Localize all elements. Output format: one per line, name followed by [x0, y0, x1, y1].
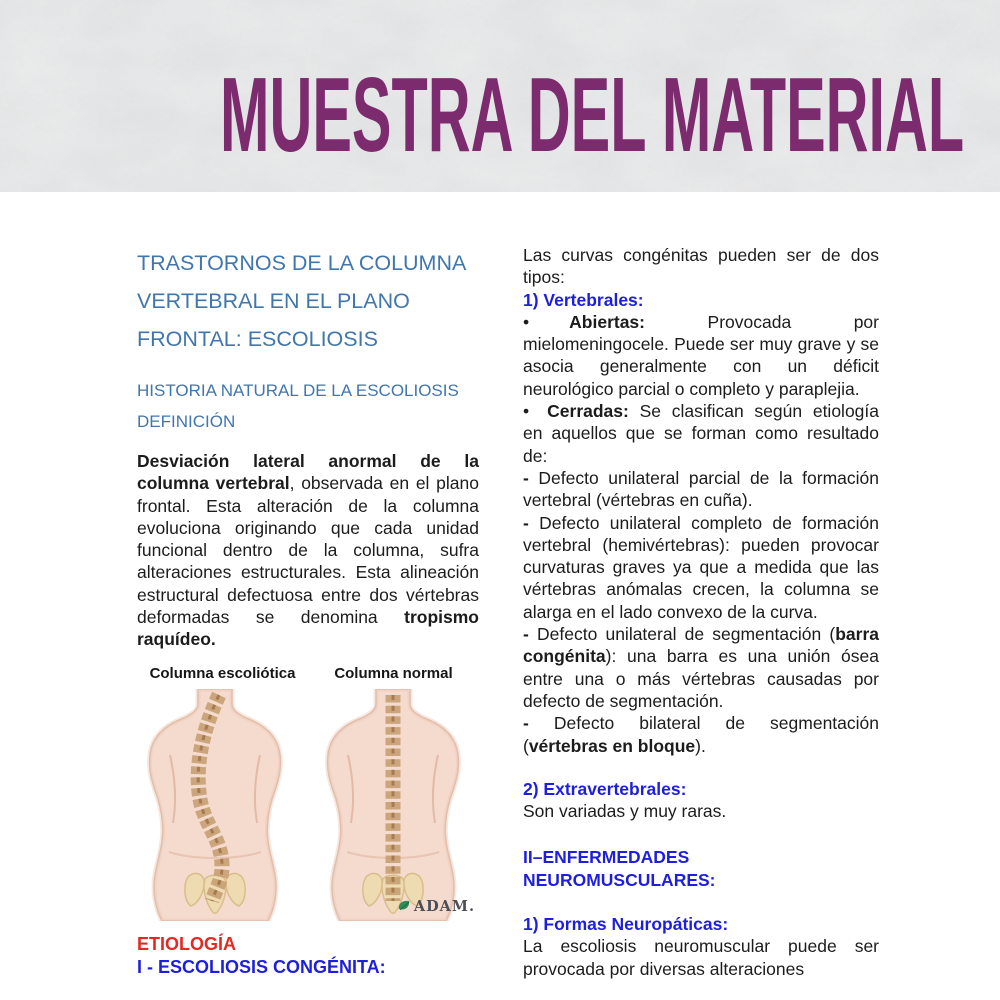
left-column: [137, 240, 479, 978]
barra-congenita-term: barra congénita: [523, 624, 879, 667]
definition-body: , observada en el plano frontal. Esta alteración de la columna evoluciona originando que cada unidad funcional dentro de la columna, sufra alteraciones estructurales. Esta alineación estructural defectuosa entre dos vértebras deformadas se denomina: [137, 473, 479, 628]
cerradas-paragraph: [523, 400, 879, 467]
figure-captions: [137, 663, 479, 685]
defecto-bloque-paragraph: [523, 712, 879, 757]
normal-torso-illustration: [317, 689, 469, 921]
defecto-cuna-text: Defecto unilateral parcial de la formación vertebral (vértebras en cuña).: [523, 467, 879, 511]
bullet-icon: •: [523, 401, 530, 422]
bullet-spacer: [529, 327, 569, 328]
intro-paragraph: Las curvas congénitas pueden ser de dos tipos:: [523, 245, 879, 288]
scoliosis-comparison-figure: [137, 663, 479, 921]
defecto-barra-post: ): una barra es una unión ósea entre una o más vértebras causadas por defecto de segmentación.: [523, 646, 879, 711]
cerradas-term: Cerradas:: [547, 401, 629, 422]
dash-marker: -: [523, 512, 529, 533]
right-column: [523, 240, 879, 980]
dash-marker: -: [523, 713, 529, 734]
defecto-hemivertebras-text: Defecto unilateral completo de formación vertebral (hemivértebras): pueden provocar curvaturas graves ya que a medida que las vértebras anómalas crecen, la columna se alarga en el lado convexo de la curva.: [523, 512, 879, 622]
section-heading: TRASTORNOS DE LA COLUMNA VERTEBRAL EN EL PLANO FRONTAL: ESCOLIOSIS: [137, 251, 466, 351]
vertebras-bloque-term: vértebras en bloque: [528, 735, 696, 756]
defecto-barra-pre: Defecto unilateral de segmentación (: [528, 624, 836, 645]
bullet-spacer: [529, 416, 547, 417]
abiertas-term: Abiertas:: [569, 311, 645, 332]
etiologia-heading: ETIOLOGÍA: [137, 933, 236, 954]
subheading-line-2: DEFINICIÓN: [137, 412, 236, 431]
abiertas-paragraph: [523, 311, 879, 400]
dash-marker: -: [523, 624, 529, 645]
escoliosis-congenita-heading: I - ESCOLIOSIS CONGÉNITA:: [137, 956, 386, 977]
subheading-line-1: HISTORIA NATURAL DE LA ESCOLIOSIS: [137, 381, 459, 400]
page-title: MUESTRA DEL MATERIAL: [220, 56, 965, 174]
definition-paragraph: [137, 450, 479, 651]
header-banner: [0, 0, 1000, 192]
dash-marker: -: [523, 467, 529, 488]
definition-bold-lead: Desviación lateral anormal de la columna vertebral: [137, 451, 479, 494]
caption-normal-spine: Columna normal: [334, 664, 453, 682]
scoliotic-torso-illustration: [139, 689, 291, 921]
defecto-bloque-post: ).: [695, 735, 706, 756]
defecto-hemivertebras-paragraph: [523, 512, 879, 623]
definition-bold-tail: tropismo raquídeo.: [137, 607, 479, 650]
adam-credit-text: ADAM.: [413, 897, 475, 915]
bullet-icon: •: [523, 311, 530, 332]
formas-neuropaticas-heading: 1) Formas Neuropáticas:: [523, 914, 729, 935]
defecto-barra-paragraph: [523, 623, 879, 712]
extravertebrales-text: Son variadas y muy raras.: [523, 801, 727, 822]
cerradas-text: Se clasifican según etiología en aquellos que se forman como resultado de:: [523, 401, 879, 466]
adam-credit: [398, 898, 475, 915]
abiertas-text: Provocada por mielomeningocele. Puede ser muy grave y se asocia generalmente con un déficit neurológico parcial o completo y paraplejia.: [523, 311, 879, 399]
defecto-cuna-paragraph: [523, 467, 879, 512]
section-subheading: [137, 375, 479, 437]
enfermedades-neuromusculares-heading: II–ENFERMEDADES NEUROMUSCULARES:: [523, 847, 716, 890]
adam-leaf-icon: [398, 900, 411, 913]
torso-illustrations: [137, 689, 479, 921]
vertebrales-heading: 1) Vertebrales:: [523, 289, 644, 310]
defecto-bloque-pre: Defecto bilateral de segmentación (: [523, 713, 879, 756]
extravertebrales-heading: 2) Extravertebrales:: [523, 778, 687, 799]
caption-scoliotic-spine: Columna escoliótica: [149, 664, 296, 682]
neuropaticas-text: La escoliosis neuromuscular puede ser provocada por diversas alteraciones: [523, 936, 879, 979]
